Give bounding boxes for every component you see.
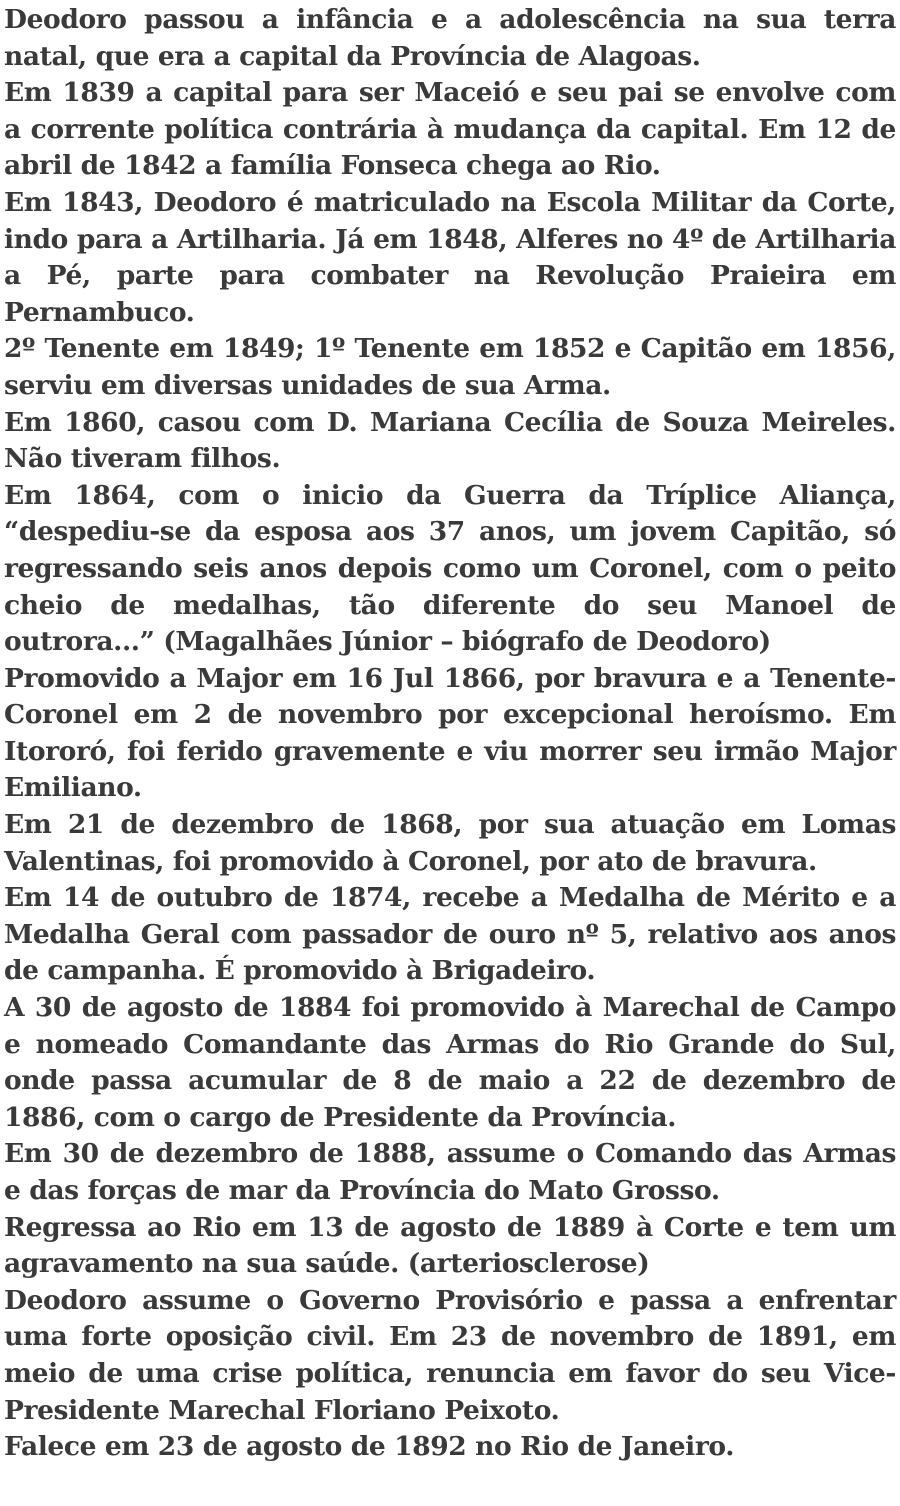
paragraph-capital-move: Em 1839 a capital para ser Maceió e seu pai se envolve com a corrente política contrária à mudança da capital. Em 12 de abril de 1842 a família Fonseca chega ao Rio. <box>4 77 896 182</box>
paragraph-return-rio: Regressa ao Rio em 13 de agosto de 1889 à Corte e tem um agravamento na sua saúde. (arteriosclerose) <box>4 1211 896 1280</box>
paragraph-mato-grosso: Em 30 de dezembro de 1888, assume o Comando das Armas e das forças de mar da Província do Mato Grosso. <box>4 1138 896 1206</box>
paragraph-childhood: Deodoro passou a infância e a adolescência na sua terra natal, que era a capital da Província de Alagoas. <box>4 4 896 72</box>
paragraph-major-promotion: Promovido a Major em 16 Jul 1866, por bravura e a Tenente-Coronel em 2 de novembro por excepcional heroísmo. Em Itororó, foi ferido gravemente e viu morrer seu irmão Major Emiliano. <box>4 662 896 804</box>
paragraph-marriage: Em 1860, casou com D. Mariana Cecília de Souza Meireles. Não tiveram filhos. <box>4 406 896 475</box>
paragraph-coronel-promotion: Em 21 de dezembro de 1868, por sua atuação em Lomas Valentinas, foi promovido à Coronel, por ato de bravura. <box>4 809 896 877</box>
paragraph-marechal-campo: A 30 de agosto de 1884 foi promovido à Marechal de Campo e nomeado Comandante das Armas do Rio Grande do Sul, onde passa acumular de 8 de maio a 22 de dezembro de 1886, com o cargo de Presidente da Província. <box>4 992 896 1133</box>
paragraph-paraguayan-war: Em 1864, com o inicio da Guerra da Tríplice Aliança, “despediu-se da esposa aos 37 anos, um jovem Capitão, só regressando seis anos depois como um Coronel, com o peito cheio de medalhas, tão diferente do seu Manoel de outrora...” (Magalhães Júnior – biógrafo de Deodoro) <box>4 479 896 658</box>
paragraph-military-school: Em 1843, Deodoro é matriculado na Escola Militar da Corte, indo para a Artilharia. Já em 1848, Alferes no 4º de Artilharia a Pé, parte para combater na Revolução Praieira em Pernambuco. <box>4 186 896 328</box>
paragraph-promotions: 2º Tenente em 1849; 1º Tenente em 1852 e Capitão em 1856, serviu em diversas unidades de sua Arma. <box>4 333 896 401</box>
paragraph-medals: Em 14 de outubro de 1874, recebe a Medalha de Mérito e a Medalha Geral com passador de ouro nº 5, relativo aos anos de campanha. É promovido à Brigadeiro. <box>4 882 896 987</box>
paragraph-death: Falece em 23 de agosto de 1892 no Rio de Janeiro. <box>4 1431 735 1463</box>
paragraph-provisional-government: Deodoro assume o Governo Provisório e passa a enfrentar uma forte oposição civil. Em 23 de novembro de 1891, em meio de uma crise política, renuncia em favor do seu Vice-Presidente Marechal Floriano Peixoto. <box>4 1284 896 1426</box>
